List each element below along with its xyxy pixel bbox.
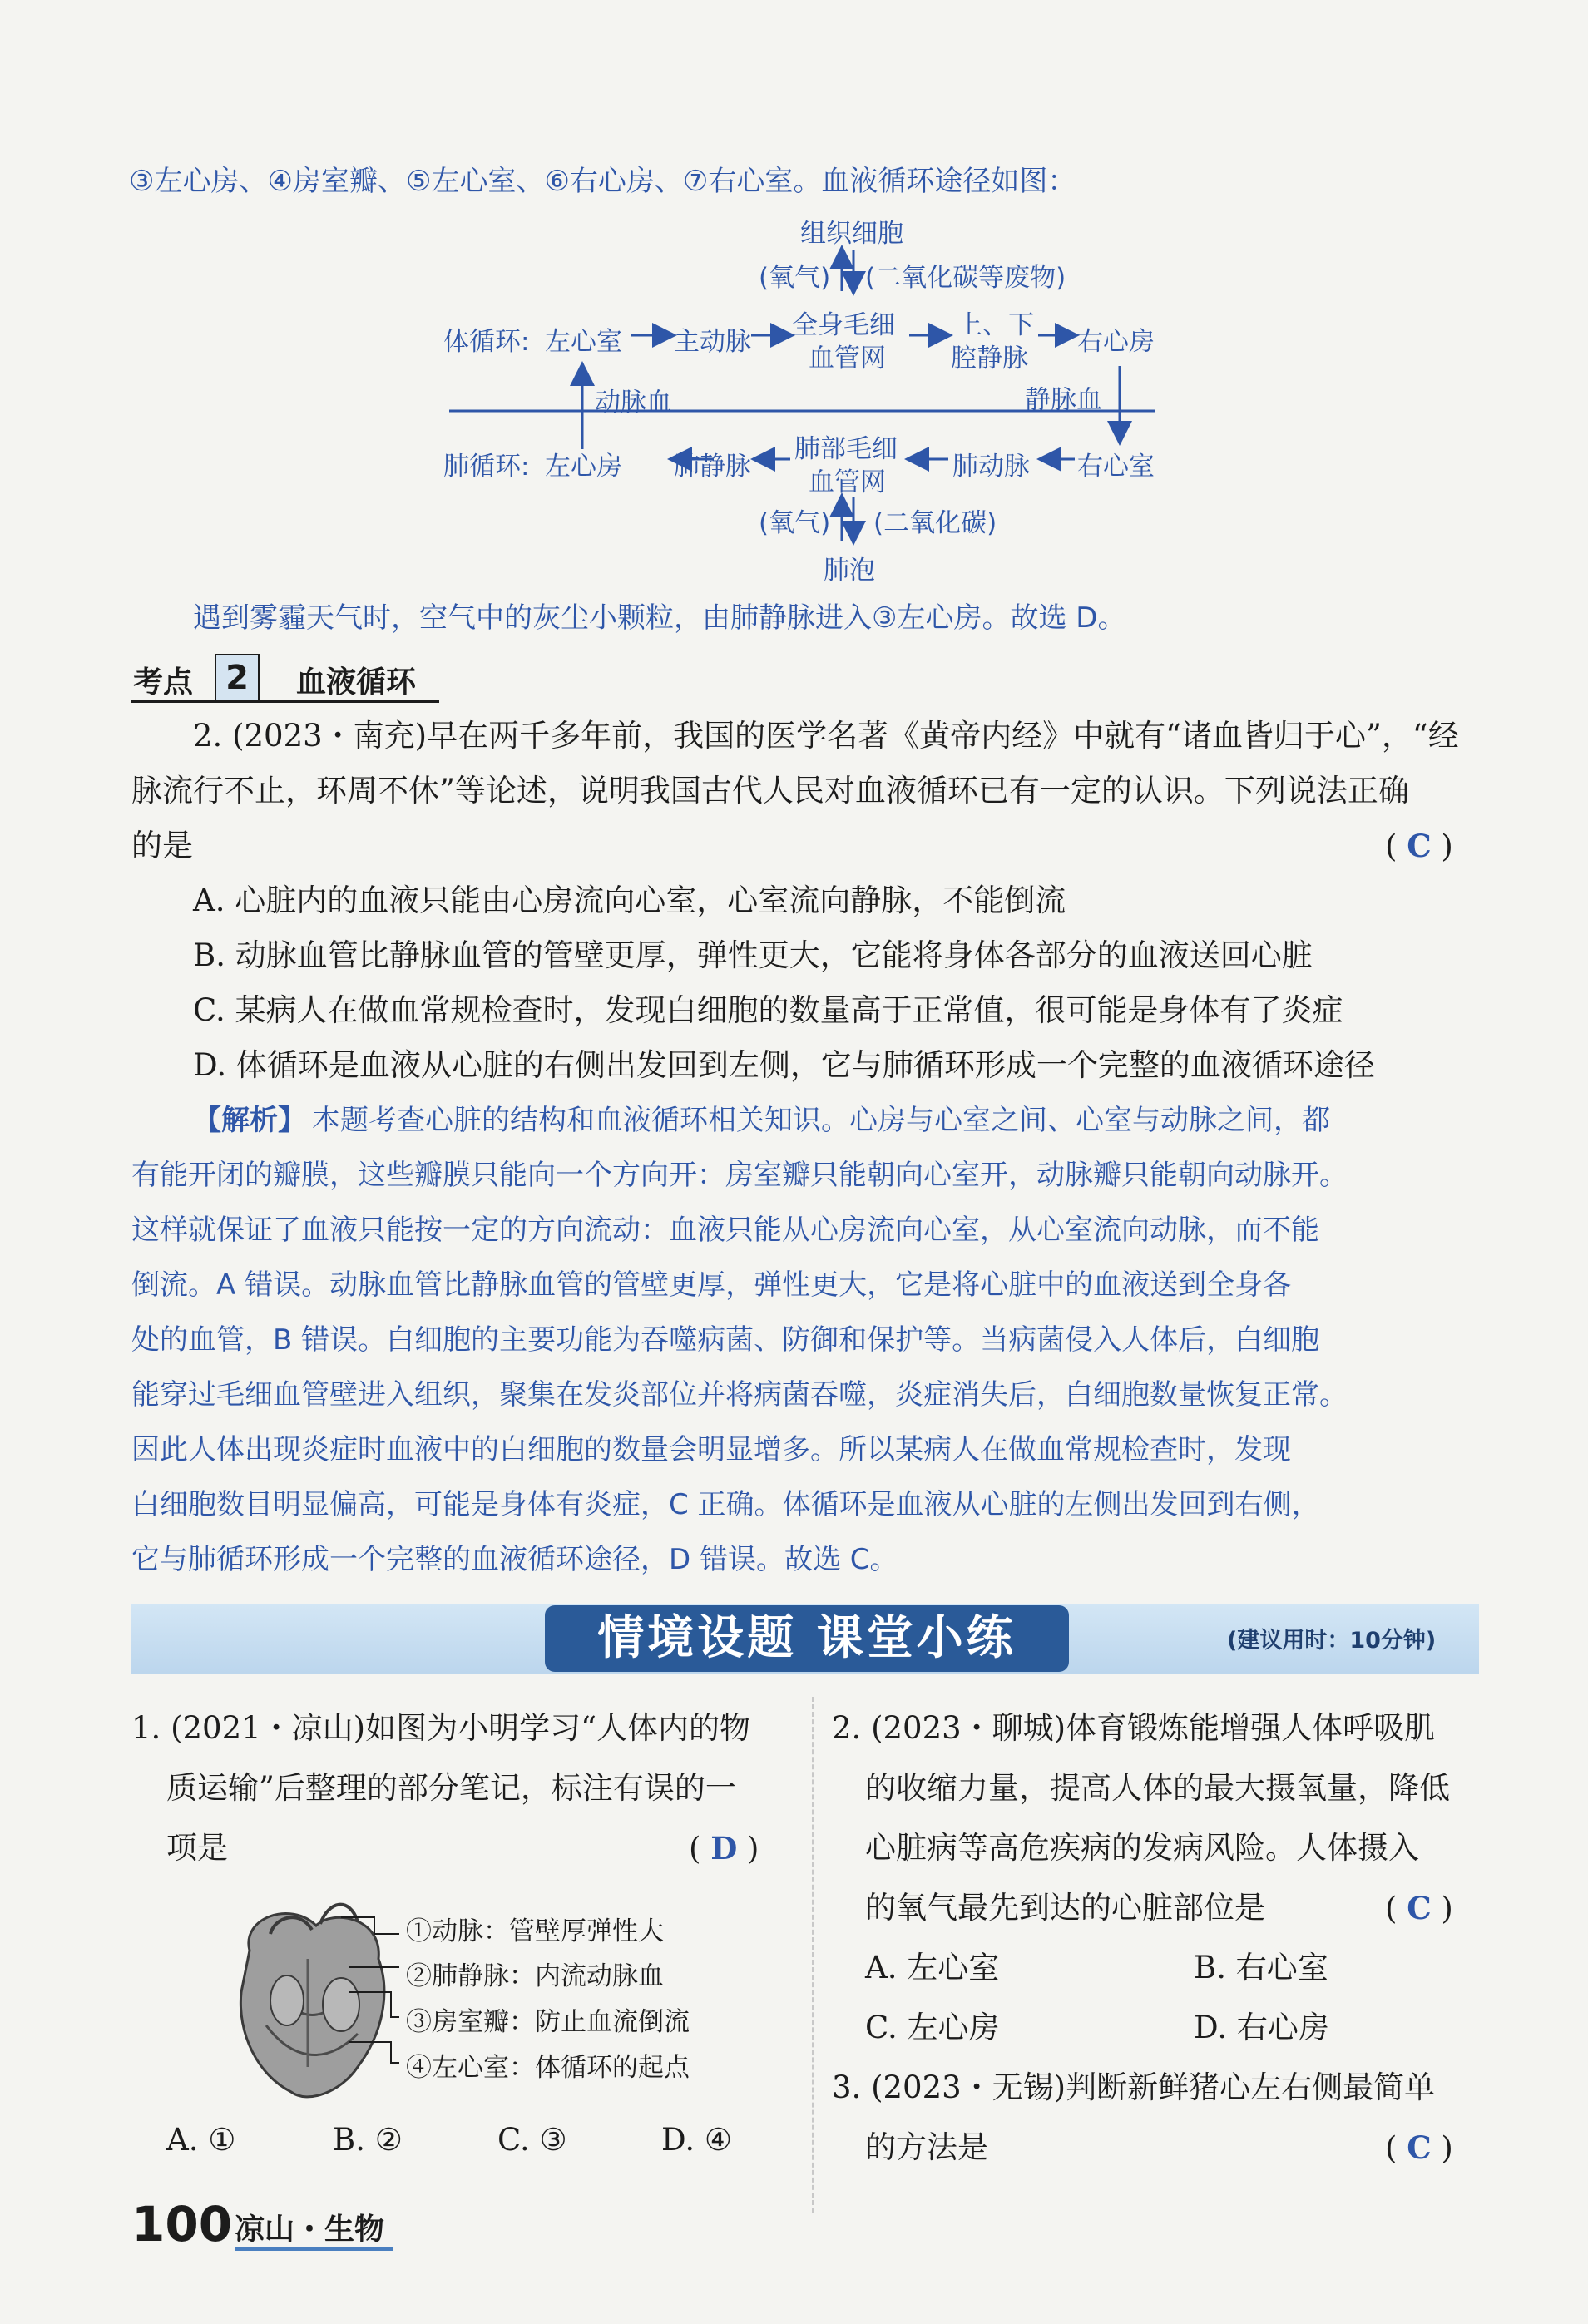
q2-line-3: 的是 bbox=[131, 828, 193, 863]
q2-answer: C bbox=[1407, 828, 1432, 864]
section-heading bbox=[131, 652, 439, 702]
analysis-line-7: 因此人体出现炎症时血液中的白细胞的数量会明显增多。所以某病人在做血常规检查时，发现 bbox=[131, 1433, 1291, 1466]
p2-line-1: 2. (2023・聊城)体育锻炼能增强人体呼吸肌 bbox=[832, 1710, 1436, 1746]
arterial-blood: 动脉血 bbox=[595, 388, 672, 418]
pulmonary-vein: 肺静脉 bbox=[674, 452, 751, 482]
p2-answer: C bbox=[1407, 1890, 1432, 1926]
alveoli: 肺泡 bbox=[824, 556, 875, 586]
p2-option-b: B. 右心室 bbox=[1194, 1950, 1328, 1985]
p2-option-d: D. 右心房 bbox=[1194, 2010, 1329, 2045]
q2-option-c: C. 某病人在做血常规检查时，发现白细胞的数量高于正常值，很可能是身体有了炎症 bbox=[193, 992, 1343, 1028]
left-atrium: 左心房 bbox=[545, 452, 622, 482]
left-ventricle: 左心室 bbox=[545, 327, 622, 357]
p3-line-1: 3. (2023・无锡)判断新鲜猪心左右侧最简单 bbox=[832, 2069, 1436, 2105]
analysis-line-8: 白细胞数目明显偏高，可能是身体有炎症，C 正确。体循环是血液从心脏的左侧出发回到右侧， bbox=[131, 1488, 1320, 1521]
lung-capillary-1: 肺部毛细 bbox=[794, 434, 898, 464]
p3-line-2: 的方法是 bbox=[865, 2129, 988, 2165]
q2-option-a: A. 心脏内的血液只能由心房流向心室，心室流向静脉，不能倒流 bbox=[193, 883, 1066, 918]
heart-label-4: ④左心室：体循环的起点 bbox=[406, 2053, 690, 2083]
p1-option-b: B. ② bbox=[333, 2122, 403, 2158]
co2: (二氧化碳) bbox=[873, 508, 997, 538]
practice-banner-title: 情境设题 课堂小练 bbox=[545, 1605, 1069, 1672]
analysis-line-2: 有能开闭的瓣膜，这些瓣膜只能向一个方向开：房室瓣只能朝向心室开，动脉瓣只能朝向动脉开。 bbox=[131, 1159, 1348, 1192]
column-divider bbox=[812, 1697, 814, 2213]
analysis-line-4: 倒流。A 错误。动脉血管比静脉血管的管壁更厚，弹性更大，它是将心脏中的血液送到全身各 bbox=[131, 1268, 1292, 1302]
heart-label-3: ③房室瓣：防止血流倒流 bbox=[406, 2007, 690, 2037]
p1-answer: D bbox=[710, 1830, 738, 1867]
waste: (二氧化碳等废物) bbox=[865, 263, 1066, 293]
p1-option-c: C. ③ bbox=[497, 2122, 567, 2158]
section-title: 血液循环 bbox=[296, 665, 417, 700]
heart-icon bbox=[240, 1905, 384, 2097]
analysis-line-5: 处的血管，B 错误。白细胞的主要功能为吞噬病菌、防御和保护等。当病菌侵入人体后，白细胞 bbox=[131, 1323, 1320, 1357]
p1-line-1: 1. (2021・凉山)如图为小明学习“人体内的物 bbox=[131, 1710, 751, 1746]
footer-underline bbox=[235, 2247, 393, 2251]
analysis-line-6: 能穿过毛细血管壁进入组织，聚集在发炎部位并将病菌吞噬，炎症消失后，白细胞数量恢复正常。 bbox=[131, 1378, 1348, 1412]
aorta: 主动脉 bbox=[674, 327, 751, 357]
analysis-line-3: 这样就保证了血液只能按一定的方向流动：血液只能从心房流向心室，从心室流向动脉，而不能 bbox=[131, 1214, 1319, 1247]
heart-label-1: ①动脉：管壁厚弹性大 bbox=[406, 1916, 664, 1946]
pulmonary-artery: 肺动脉 bbox=[952, 452, 1030, 482]
p2-line-4: 的氧气最先到达的心脏部位是 bbox=[865, 1890, 1265, 1926]
q2-answer-bracket: ( C ) bbox=[1385, 828, 1453, 864]
p2-line-2: 的收缩力量，提高人体的最大摄氧量，降低 bbox=[865, 1770, 1450, 1806]
p3-answer-bracket: ( C ) bbox=[1385, 2129, 1453, 2166]
vena-cava-1: 上、下 bbox=[957, 310, 1034, 340]
body-capillary-2: 血管网 bbox=[809, 344, 886, 373]
intro-line: ③左心房、④房室瓣、⑤左心室、⑥右心房、⑦右心室。血液循环途径如图： bbox=[129, 165, 1076, 198]
p3-answer: C bbox=[1407, 2129, 1432, 2166]
book-title: 凉山・生物 bbox=[235, 2213, 385, 2247]
p2-option-a: A. 左心室 bbox=[865, 1950, 1000, 1985]
p2-line-3: 心脏病等高危疾病的发病风险。人体摄入 bbox=[865, 1830, 1419, 1866]
section-underline bbox=[131, 700, 439, 703]
p1-answer-bracket: ( D ) bbox=[689, 1830, 759, 1867]
p1-line-2: 质运输”后整理的部分笔记，标注有误的一 bbox=[166, 1770, 736, 1806]
section-prefix: 考点 bbox=[133, 665, 194, 700]
tissue-cell: 组织细胞 bbox=[800, 219, 903, 249]
heart-label-2: ②肺静脉：内流动脉血 bbox=[406, 1961, 664, 1991]
vena-cava-2: 腔静脉 bbox=[951, 344, 1028, 373]
smog-line: 遇到雾霾天气时，空气中的灰尘小颗粒，由肺静脉进入③左心房。故选 D。 bbox=[193, 601, 1126, 635]
analysis-line-1: 本题考查心脏的结构和血液循环相关知识。心房与心室之间、心室与动脉之间，都 bbox=[312, 1104, 1330, 1137]
analysis-line-9: 它与肺循环形成一个完整的血液循环途径，D 错误。故选 C。 bbox=[131, 1543, 898, 1576]
right-atrium: 右心房 bbox=[1077, 327, 1155, 357]
q2-line-1: 2. (2023・南充)早在两千多年前，我国的医学名著《黄帝内经》中就有“诸血皆归于心”，“经 bbox=[193, 718, 1459, 754]
analysis-tag: 【解析】 bbox=[193, 1104, 306, 1137]
oxygen-bottom: (氧气) bbox=[759, 508, 831, 538]
right-ventricle: 右心室 bbox=[1077, 452, 1155, 482]
q2-option-b: B. 动脉血管比静脉血管的管壁更厚，弹性更大，它能将身体各部分的血液送回心脏 bbox=[193, 937, 1313, 973]
p2-answer-bracket: ( C ) bbox=[1385, 1890, 1453, 1926]
pulmonary-label: 肺循环: bbox=[443, 452, 530, 482]
oxygen-top: (氧气) bbox=[759, 263, 831, 293]
q2-option-d: D. 体循环是血液从心脏的右侧出发回到左侧，它与肺循环形成一个完整的血液循环途径 bbox=[193, 1047, 1375, 1083]
venous-blood: 静脉血 bbox=[1025, 385, 1102, 415]
systemic-label: 体循环: bbox=[443, 327, 530, 357]
lung-capillary-2: 血管网 bbox=[809, 467, 886, 497]
section-number: 2 bbox=[215, 654, 260, 702]
body-capillary-1: 全身毛细 bbox=[792, 310, 895, 340]
q2-line-2: 脉流行不止，环周不休”等论述，说明我国古代人民对血液循环已有一定的认识。下列说法正确 bbox=[131, 773, 1409, 808]
page-number: 100 bbox=[131, 2196, 233, 2252]
p2-option-c: C. 左心房 bbox=[865, 2010, 1000, 2045]
p1-line-3: 项是 bbox=[166, 1830, 228, 1866]
p1-option-d: D. ④ bbox=[661, 2122, 733, 2158]
suggested-time: (建议用时：10分钟) bbox=[1227, 1628, 1437, 1654]
p1-option-a: A. ① bbox=[166, 2122, 236, 2158]
